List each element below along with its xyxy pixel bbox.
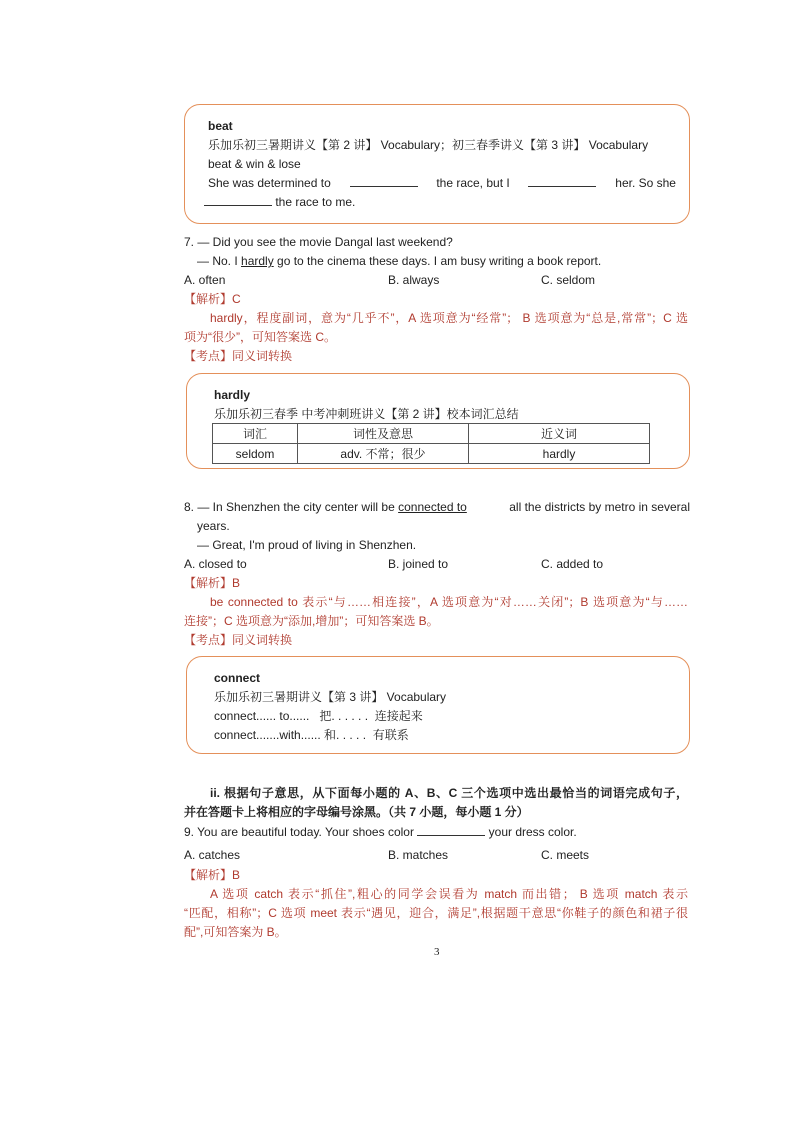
analysis-text: 项为“很少”，可知答案选 C。 <box>184 330 336 344</box>
analysis-label: 【解析】B <box>184 868 241 882</box>
table-row <box>213 444 650 464</box>
table-cell: adv. 不常；很少 <box>298 444 469 464</box>
option-b: B. joined to <box>388 557 449 571</box>
analysis-text: hardly，程度副词，意为“几乎不”，A 选项意为“经常”； B 选项意为“总是,常常”；C 选 <box>210 311 688 325</box>
analysis-label: 【解析】B <box>184 576 241 590</box>
answer-blank <box>204 193 272 206</box>
table-cell: hardly <box>469 444 650 464</box>
vocab-box-source: 乐加乐初三暑期讲义【第 3 讲】 Vocabulary <box>214 690 447 704</box>
fill-in-sentence: She was determined to the race, but I her. So she <box>208 176 676 190</box>
table-header: 词汇 <box>213 424 298 444</box>
option-c: C. added to <box>541 557 604 571</box>
question-8-line: years. <box>197 519 230 533</box>
table-cell: seldom <box>213 444 298 464</box>
page-number: 3 <box>434 946 440 958</box>
answer-blank <box>417 823 485 836</box>
table-header: 近义词 <box>469 424 650 444</box>
analysis-text: 连接”；C 选项意为“添加,增加”；可知答案选 B。 <box>184 614 439 628</box>
option-a: A. closed to <box>184 557 247 571</box>
section-ii-instruction: ii. 根据句子意思，从下面每小题的 A、B、C 三个选项中选出最恰当的词语完成句子， <box>210 786 688 800</box>
table-header: 词性及意思 <box>298 424 469 444</box>
vocab-box-line: connect.......with...... 和. . . . . 有联系 <box>214 728 409 742</box>
analysis-text: 配”,可知答案为 B。 <box>184 925 287 939</box>
vocab-box-source: 乐加乐初三春季 中考冲刺班讲义【第 2 讲】校本词汇总结 <box>214 407 519 421</box>
analysis-label: 【解析】C <box>184 292 241 306</box>
vocab-box-line: connect...... to...... 把. . . . . . 连接起来 <box>214 709 423 723</box>
section-ii-instruction: 并在答题卡上将相应的字母编号涂黑。（共 7 小题，每小题 1 分） <box>184 805 529 819</box>
key-point-label: 【考点】同义词转换 <box>184 633 293 647</box>
analysis-text: be connected to 表示“与……相连接”，A 选项意为“对……关闭”；B 选项意为“与…… <box>210 595 688 609</box>
option-a: A. catches <box>184 848 241 862</box>
vocab-box-source: 乐加乐初三暑期讲义【第 2 讲】 Vocabulary；初三春季讲义【第 3 讲】 Vocabulary <box>208 138 649 152</box>
option-a: A. often <box>184 273 226 287</box>
option-b: B. always <box>388 273 440 287</box>
option-c: C. seldom <box>541 273 596 287</box>
analysis-text: “匹配，相称”；C 选项 meet 表示“遇见，迎合，满足”,根据题干意思“你鞋子的颜色和裙子很 <box>184 906 688 920</box>
analysis-text: A 选项 catch 表示“抓住”,粗心的同学会误看为 match 而出错； B 选项 match 表示 <box>210 887 688 901</box>
question-7-reply: — No. I hardly go to the cinema these days. I am busy writing a book report. <box>197 254 602 268</box>
question-8-line: 8. — In Shenzhen the city center will be connected to all the districts by metro in several <box>184 500 690 514</box>
option-b: B. matches <box>388 848 449 862</box>
option-c: C. meets <box>541 848 590 862</box>
vocab-box-title: connect <box>214 671 261 685</box>
vocab-box-line: beat & win & lose <box>208 157 301 171</box>
fill-in-sentence: the race to me. <box>204 193 355 211</box>
answer-blank <box>350 174 418 187</box>
question-8-reply: — Great, I'm proud of living in Shenzhen. <box>197 538 417 552</box>
answer-blank <box>528 174 596 187</box>
key-point-label: 【考点】同义词转换 <box>184 349 293 363</box>
vocab-box-title: hardly <box>214 388 251 402</box>
question-7-line: 7. — Did you see the movie Dangal last weekend? <box>184 235 453 249</box>
question-9-line: 9. You are beautiful today. Your shoes color your dress color. <box>184 825 577 839</box>
vocab-table <box>212 423 650 464</box>
vocab-box-title: beat <box>208 119 233 133</box>
